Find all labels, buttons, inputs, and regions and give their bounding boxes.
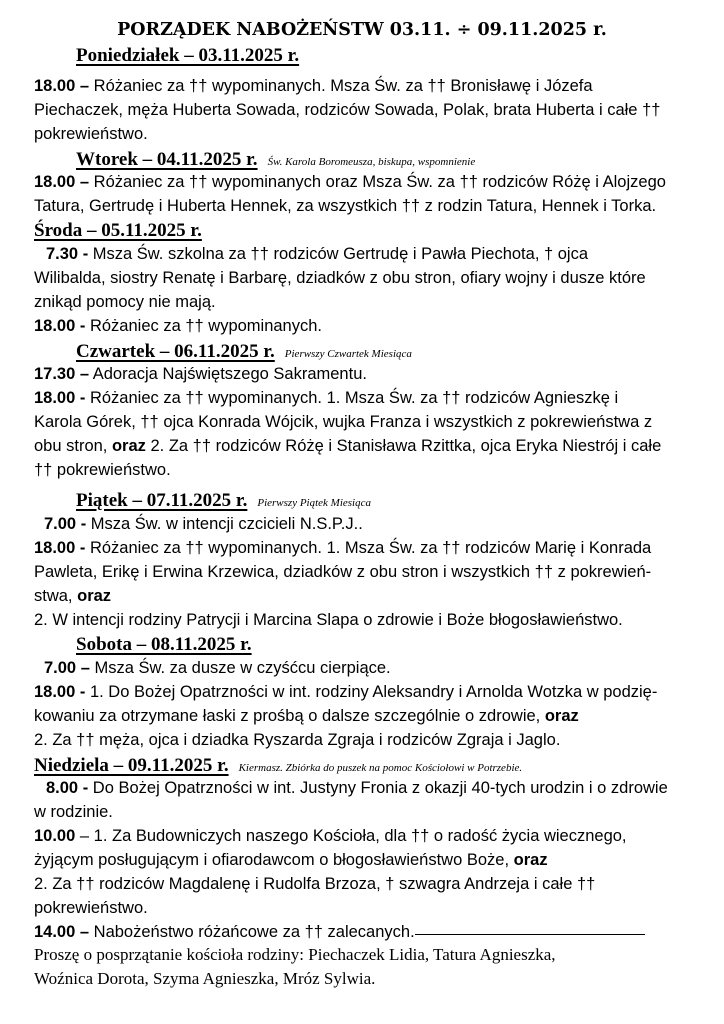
entry-text: Msza Św. za dusze w czyśćcu cierpiące. <box>89 659 391 677</box>
entry-text: Różaniec za †† wypominanych. 1. Msza Św. za †† rodziców Marię i Konrada <box>85 539 652 557</box>
entry-line <box>34 77 593 96</box>
cleaning-note-line: Proszę o posprzątanie kościoła rodziny: Piechaczek Lidia, Tatura Agnieszka, <box>34 945 556 964</box>
entry-text: Różaniec za †† wypominanych. 1. Msza Św. za †† rodziców Agnieszkę i <box>85 389 619 407</box>
entry-line <box>34 707 579 726</box>
oraz-text: oraz <box>544 707 579 725</box>
day-name: Środa – 05.11.2025 r. <box>34 220 202 241</box>
entry-time: 17.30 – <box>34 365 90 383</box>
entry-time: 7.00 – <box>44 659 90 677</box>
entry-text: Adoracja Najświętszego Sakramentu. <box>89 365 367 383</box>
entry-line: †† pokrewieństwo. <box>34 461 171 479</box>
day-note: Pierwszy Piątek Miesiąca <box>257 497 371 509</box>
entry-line <box>34 923 645 942</box>
entry-time: 18.00 - <box>34 389 86 407</box>
entry-line: Karola Górek, †† ojca Konrada Wójcik, wujka Franza i wszystkich z pokrewieństwa z <box>34 413 653 431</box>
entry-line <box>46 779 668 798</box>
entry-text: Różaniec za †† wypominanych. Msza Św. za †† Bronisławę i Józefa <box>89 77 593 95</box>
entry-time: 18.00 - <box>34 539 86 557</box>
day-header-saturday <box>76 634 252 656</box>
entry-line <box>46 245 588 264</box>
day-header-friday <box>76 490 371 512</box>
entry-text: kowaniu za otrzymane łaski z prośbą o dalsze szczególnie o zdrowie, <box>34 707 545 725</box>
oraz-text: oraz <box>111 437 146 455</box>
entry-line: Wilibalda, siostry Renatę i Barbarę, dziadków z obu stron, ofiary wojny i dusze które <box>34 269 646 287</box>
entry-time: 18.00 - <box>34 683 86 701</box>
entry-time: 7.00 - <box>44 515 87 533</box>
entry-time: 18.00 - <box>34 317 86 335</box>
entry-line: 2. Za †† męża, ojca i dziadka Ryszarda Zgraja i rodziców Zgraja i Jaglo. <box>34 731 561 749</box>
entry-line <box>34 437 661 456</box>
day-note: Św. Karola Boromeusza, biskupa, wspomnienie <box>267 156 476 168</box>
cleaning-note-line: Woźnica Dorota, Szyma Agnieszka, Mróz Sylwia. <box>34 969 376 988</box>
entry-text: Do Bożej Opatrzności w int. Justyny Fronia z okazji 40-tych urodzin i o zdrowie <box>88 779 668 797</box>
entry-line: 2. W intencji rodziny Patrycji i Marcina Slapa o zdrowie i Boże błogosławieństwo. <box>34 611 623 629</box>
entry-line <box>34 539 651 558</box>
entry-line <box>34 827 627 846</box>
entry-time: 10.00 <box>34 827 76 845</box>
day-name: Czwartek – 06.11.2025 r. <box>76 341 275 362</box>
oraz-text: oraz <box>513 851 548 869</box>
entry-line <box>34 683 657 702</box>
day-name: Piątek – 07.11.2025 r. <box>76 490 248 511</box>
entry-line: pokrewieństwo. <box>34 899 148 917</box>
day-name: Sobota – 08.11.2025 r. <box>76 634 252 655</box>
entry-line: Tatura, Gertrudę i Huberta Hennek, za wszystkich †† z rodzin Tatura, Hennek i Torka. <box>34 197 657 215</box>
day-header-monday <box>76 45 299 67</box>
entry-line <box>44 515 363 534</box>
entry-time: 18.00 – <box>34 77 90 95</box>
entry-time: 8.00 - <box>46 779 89 797</box>
entry-text: żyjącym posługującym i ofiarodawcom o błogosławieństwo Boże, <box>34 851 514 869</box>
entry-text: 2. Za †† rodziców Różę i Stanisława Rzittka, ojca Eryka Niestrój i całe <box>145 437 662 455</box>
entry-line <box>34 173 666 192</box>
entry-line <box>34 851 548 870</box>
day-name: Wtorek – 04.11.2025 r. <box>76 149 258 170</box>
entry-text: Różaniec za †† wypominanych. <box>85 317 322 335</box>
day-note: Kiermasz. Zbiórka do puszek na pomoc Kościołowi w Potrzebie. <box>238 762 523 774</box>
day-name: Niedziela – 09.11.2025 r. <box>34 755 229 776</box>
entry-time: 18.00 – <box>34 173 90 191</box>
fill-line <box>415 933 645 935</box>
entry-text: Nabożeństwo różańcowe za †† zalecanych. <box>89 923 415 941</box>
entry-line <box>34 317 322 336</box>
entry-line <box>34 587 111 606</box>
day-header-wednesday <box>34 220 202 242</box>
entry-line: w rodzinie. <box>34 803 113 821</box>
entry-line: 2. Za †† rodziców Magdalenę i Rudolfa Brzoza, † szwagra Andrzeja i całe †† <box>34 875 596 893</box>
entry-line: znikąd pomocy nie mają. <box>34 293 216 311</box>
day-header-sunday <box>34 755 522 777</box>
entry-line <box>44 659 391 678</box>
entry-time: 7.30 - <box>46 245 89 263</box>
day-name: Poniedziałek – 03.11.2025 r. <box>76 45 300 66</box>
entry-text: Różaniec za †† wypominanych oraz Msza Św. za †† rodziców Różę i Alojzego <box>89 173 666 191</box>
page-title: PORZĄDEK NABOŻEŃSTW 03.11. ÷ 09.11.2025 r. <box>117 20 607 40</box>
day-header-thursday <box>76 341 412 363</box>
entry-line: pokrewieństwo. <box>34 125 148 143</box>
day-header-tuesday <box>76 149 475 171</box>
entry-line: Piechaczek, męża Huberta Sowada, rodziców Sowada, Polak, brata Huberta i całe †† <box>34 101 661 119</box>
entry-text: obu stron, <box>34 437 112 455</box>
day-note: Pierwszy Czwartek Miesiąca <box>284 348 412 360</box>
entry-text: 1. Do Bożej Opatrzności w int. rodziny Aleksandry i Arnolda Wotzka w podzię- <box>85 683 658 701</box>
entry-text: stwa, <box>34 587 78 605</box>
oraz-text: oraz <box>77 587 112 605</box>
entry-time: 14.00 – <box>34 923 90 941</box>
entry-text: Msza Św. w intencji czcicieli N.S.P.J.. <box>86 515 363 533</box>
entry-line: Pawleta, Erikę i Erwina Krzewica, dziadków z obu stron i wszystkich †† z pokrewień- <box>34 563 652 581</box>
entry-text: Msza Św. szkolna za †† rodziców Gertrudę i Pawła Piechota, † ojca <box>88 245 589 263</box>
entry-text: – 1. Za Budowniczych naszego Kościoła, dla †† o radość życia wiecznego, <box>75 827 627 845</box>
entry-line <box>34 365 367 384</box>
entry-line <box>34 389 618 408</box>
